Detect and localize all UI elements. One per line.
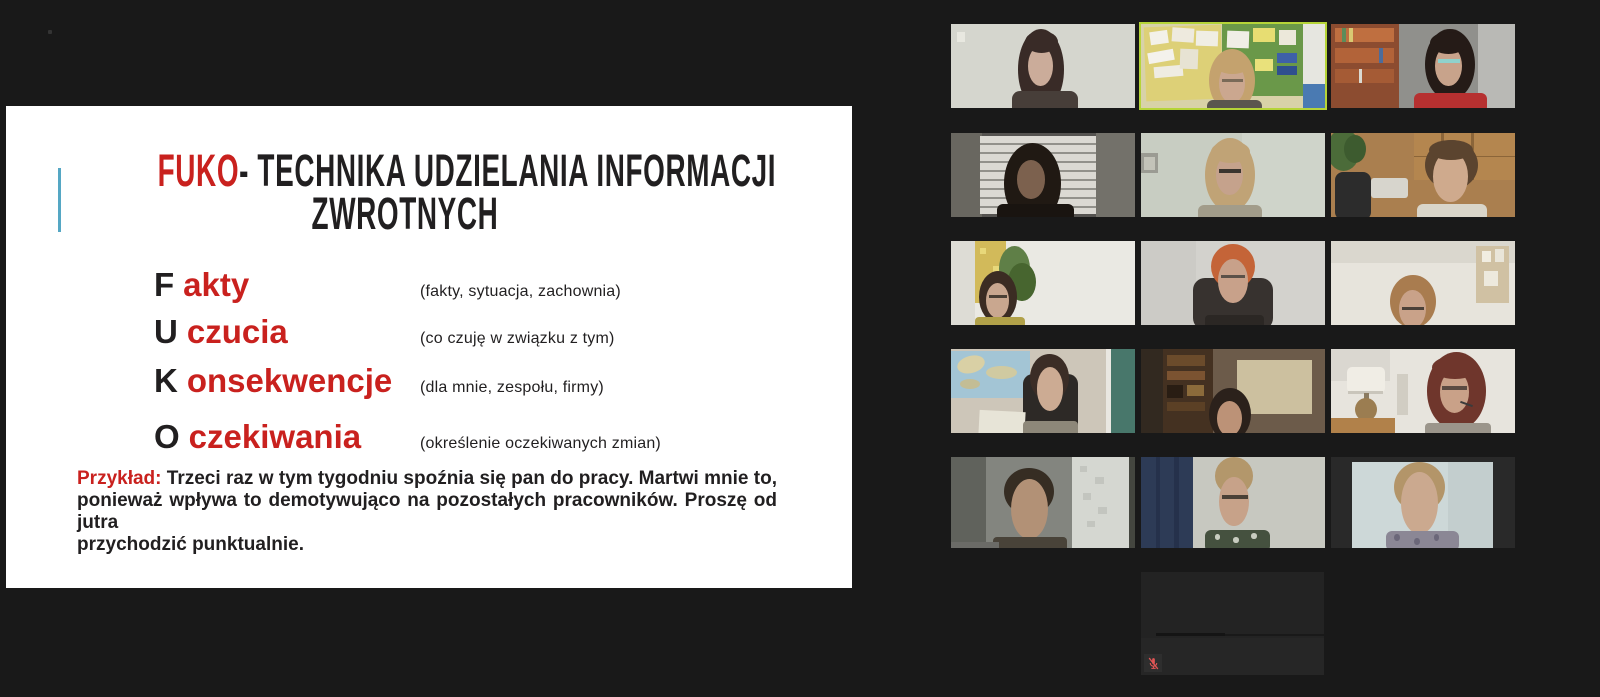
scene-shape [1219,477,1248,526]
scene-shape [997,204,1074,217]
scene-shape [980,248,986,255]
scene-shape [1215,534,1221,539]
scene-shape [1141,349,1165,433]
example-line-3: przychodzić punktualnie. [77,534,304,555]
video-tile-participant-08[interactable] [1141,241,1325,325]
scene-shape [1482,251,1491,262]
scene-shape [1196,30,1219,46]
scene-shape [1222,79,1243,82]
fuko-note: (fakty, sytuacja, zachownia) [420,283,621,300]
scene-shape [1221,275,1245,279]
fuko-initial: K [154,362,178,399]
scene-shape [989,295,1007,298]
scene-shape [1156,633,1226,637]
scene-shape [1335,172,1372,217]
example-label: Przykład: [77,468,162,489]
scene-shape [951,457,986,548]
muted-mic-icon [1144,654,1162,672]
scene-shape [1425,423,1491,433]
scene-shape [1255,59,1273,71]
scene-shape [993,537,1067,548]
scene-shape [1211,141,1250,163]
scene-shape [1187,385,1204,396]
scene-shape [1303,84,1325,108]
scene-shape [1156,457,1161,548]
scene-shape [1080,466,1087,472]
scene-shape [1371,178,1408,198]
scene-shape [1379,48,1383,62]
scene-shape [1251,533,1257,538]
scene-shape [1141,457,1193,548]
fuko-word: czekiwania [188,418,362,455]
scene-shape [1025,31,1058,53]
scene-shape [1227,30,1250,48]
scene-shape [1335,48,1394,62]
video-tile-participant-10[interactable] [951,349,1135,433]
scene-shape [1215,54,1250,74]
example-line-2: ponieważ wpływa to demotywująco na pozostałych pracowników. Proszę od jutra [77,490,777,533]
scene-shape [1359,69,1363,83]
scene-shape [1495,249,1504,262]
scene-shape [1402,307,1424,310]
fuko-note: (dla mnie, zespołu, firmy) [420,379,604,396]
video-tile-participant-12[interactable] [1331,349,1515,433]
scene-shape [957,32,965,42]
video-tile-participant-03[interactable] [1331,24,1515,108]
scene-shape [1429,140,1473,160]
scene-shape [1011,479,1048,539]
video-tile-participant-05[interactable] [1141,133,1325,217]
slide-title-rest: - TECHNIKA UDZIELANIA INFORMACJI [239,145,777,196]
scene-shape [1098,507,1107,514]
video-tile-participant-02[interactable] [1141,24,1325,108]
scene-shape [1417,204,1487,217]
scene-shape [1277,66,1297,75]
scene-shape [1279,30,1296,45]
scene-shape [1179,49,1198,70]
fuko-initial: U [154,313,178,350]
video-tile-participant-01[interactable] [951,24,1135,108]
scene-shape [1205,315,1264,325]
scene-shape [978,410,1025,433]
scene-shape [1347,367,1386,392]
video-tile-participant-15[interactable] [1331,457,1515,548]
video-tile-participant-04[interactable] [951,133,1135,217]
scene-shape [1218,259,1247,303]
fuko-word: onsekwencje [186,362,393,399]
video-tile-participant-14[interactable] [1141,457,1325,548]
scene-shape [1394,534,1400,541]
video-tile-participant-11[interactable] [1141,349,1325,433]
scene-shape [1414,538,1420,545]
scene-shape [986,283,1009,318]
fuko-note: (określenie oczekiwanych zmian) [420,435,661,452]
scene-shape [1349,28,1353,42]
scene-shape [1222,495,1248,499]
scene-shape [1017,160,1045,199]
scene-shape [1344,135,1366,164]
scene-shape [1087,521,1094,527]
slide-title-highlight: FUKO [157,145,240,196]
fuko-initial: O [154,418,180,455]
scene-shape [951,133,982,217]
example-text-1: Trzeci raz w tym tygodniu spoźnia się pan do pracy. Martwi mnie to, [161,468,777,489]
video-tile-participant-16[interactable] [1141,572,1324,675]
scene-shape [1174,457,1179,548]
scene-shape [1037,367,1064,411]
scene-shape [1414,93,1488,108]
scene-shape [1144,157,1155,170]
scene-shape [1219,169,1241,173]
video-tile-participant-13[interactable] [951,457,1135,548]
video-tile-participant-06[interactable] [1331,133,1515,217]
slide-title-line2: ZWROTNYCH [311,187,499,239]
scene-shape [1167,385,1184,398]
scene-shape [1233,537,1239,542]
scene-shape [1095,477,1104,484]
scene-shape [1331,418,1395,433]
scene-shape [1277,53,1297,64]
video-tile-participant-09[interactable] [1331,241,1515,325]
scene-shape [1217,401,1242,433]
scene-shape [1111,349,1135,433]
scene-shape [1442,386,1467,390]
scene-shape [1172,27,1195,43]
scene-shape [1012,91,1078,108]
fuko-word: akty [183,266,250,303]
scene-shape [1401,472,1438,534]
scene-shape [1129,457,1135,548]
scene-shape [1167,355,1206,366]
scene-shape [1253,28,1275,41]
fuko-word: czucia [186,313,288,350]
scene-shape [1198,205,1262,217]
fuko-initial: F [154,266,175,303]
scene-shape [1167,402,1206,411]
video-inset [1352,462,1493,548]
scene-shape [951,542,999,548]
scene-shape [1207,100,1262,108]
scene-shape [1149,30,1169,45]
scene-shape [975,317,1025,325]
scene-shape [1438,59,1460,62]
scene-shape [1023,421,1078,433]
scene-shape [951,241,975,325]
scene-shape [1342,28,1346,42]
scene-shape [1397,374,1408,414]
scene-shape [1484,271,1499,285]
scene-shape [1141,241,1196,325]
scene-shape [1335,69,1394,83]
scene-shape [1083,493,1090,499]
fuko-note: (co czuję w związku z tym) [420,330,615,347]
scene-shape [1141,638,1324,675]
scene-shape [1167,371,1206,380]
video-tile-participant-07[interactable] [951,241,1135,325]
scene-shape [1096,133,1135,217]
